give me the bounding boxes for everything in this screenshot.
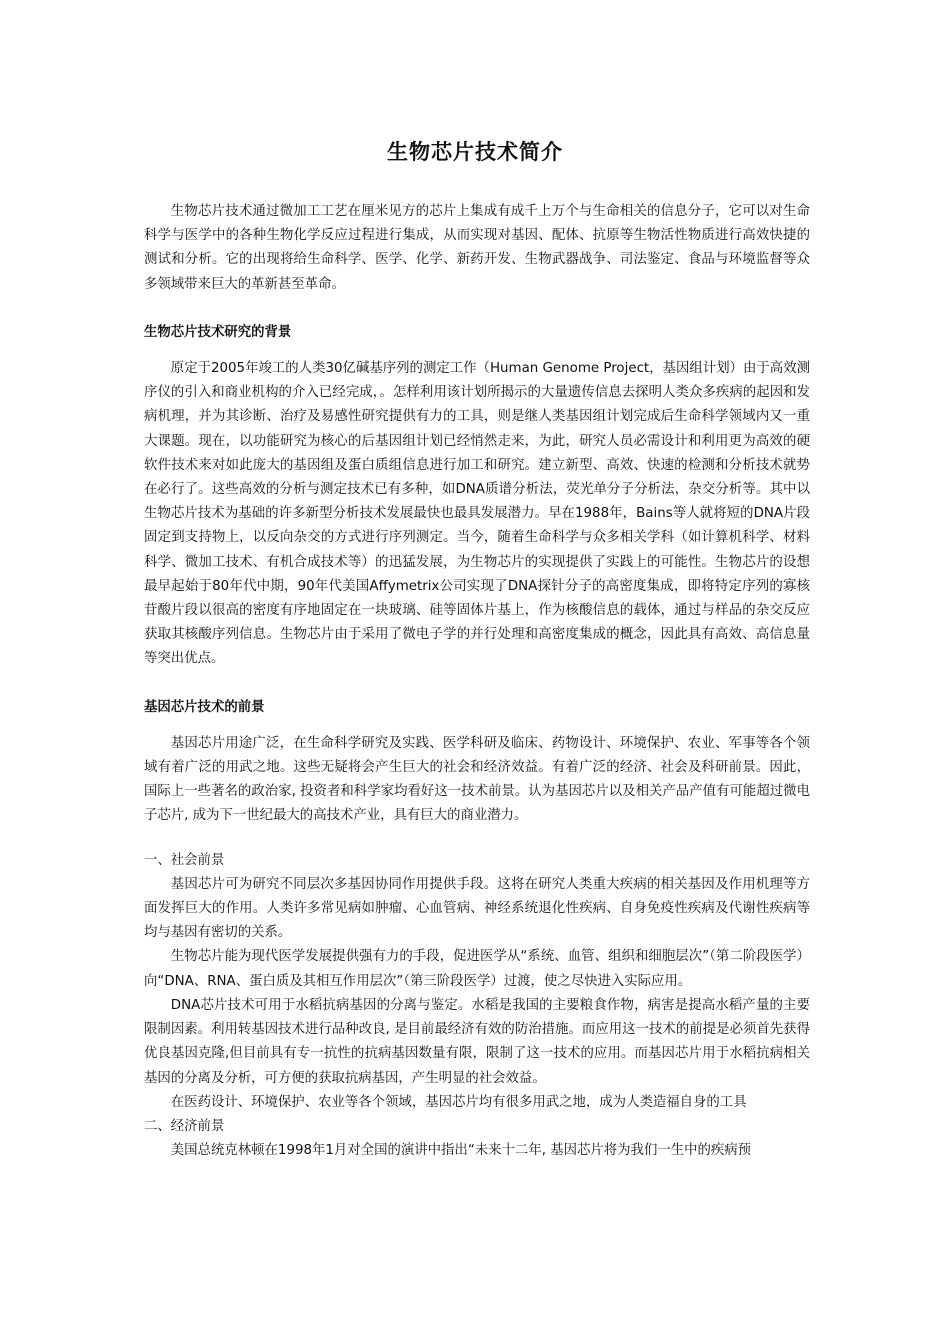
subheading-social: 一、社会前景	[144, 852, 225, 868]
social-paragraph-2: 生物芯片能为现代医学发展提供强有力的手段，促进医学从“系统、血管、组织和细胞层次”（第二阶段医学）向“DNA、RNA、蛋白质及其相互作用层次”（第三阶段医学）过渡，使之尽快进入实际应用。	[144, 949, 810, 989]
document-title: 生物芯片技术简介	[387, 140, 563, 164]
social-paragraph-4: 在医药设计、环境保护、农业等各个领域，基因芯片均有很多用武之地，成为人类造福自身的工具	[170, 1094, 747, 1110]
section-heading-prospects: 基因芯片技术的前景	[144, 699, 265, 715]
subheading-economic: 二、经济前景	[144, 1118, 225, 1134]
intro-paragraph: 生物芯片技术通过微加工工艺在厘米见方的芯片上集成有成千上万个与生命相关的信息分子，它可以对生命科学与医学中的各种生物化学反应过程进行集成，从而实现对基因、配体、抗原等生物活性物质进行高效快捷的测试和分析。它的出现将给生命科学、医学、化学、新药开发、生物武器战争、司法鉴定、食品与环境监督等众多领域带来巨大的革新甚至革命。	[144, 204, 810, 292]
section-heading-background: 生物芯片技术研究的背景	[144, 324, 292, 340]
economic-paragraph-1: 美国总统克林顿在1998年1月对全国的演讲中指出“未来十二年, 基因芯片将为我们一生中的疾病预	[170, 1143, 752, 1159]
document-body	[144, 200, 810, 1163]
prospects-paragraph: 基因芯片用途广泛，在生命科学研究及实践、医学科研及临床、药物设计、环境保护、农业、军事等各个领域有着广泛的用武之地。这些无疑将会产生巨大的社会和经济效益。有着广泛的经济、社会及科研前景。因此，国际上一些著名的政治家, 投资者和科学家均看好这一技术前景。认为基因芯片以及相关产品产值有可能超过微电子芯片, 成为下一世纪最大的高技术产业，具有巨大的商业潜力。	[144, 735, 810, 824]
social-paragraph-3: DNA芯片技术可用于水稻抗病基因的分离与鉴定。水稻是我国的主要粮食作物，病害是提高水稻产量的主要限制因素。利用转基因技术进行品种改良, 是目前最经济有效的防治措施。而应用这一技术的前提是必须首先获得优良基因克隆,但目前具有专一抗性的抗病基因数量有限，限制了这一技术的应用。而基因芯片用于水稻抗病相关基因的分离及分析，可方便的获取抗病基因，产生明显的社会效益。	[144, 997, 810, 1086]
social-paragraph-1: 基因芯片可为研究不同层次多基因协同作用提供手段。这将在研究人类重大疾病的相关基因及作用机理等方面发挥巨大的作用。人类许多常见病如肿瘤、心血管病、神经系统退化性疾病、自身免疫性疾病及代谢性疾病等均与基因有密切的关系。	[144, 876, 810, 941]
background-paragraph: 原定于2005年竣工的人类30亿碱基序列的测定工作（Human Genome Project，基因组计划）由于高效测序仪的引入和商业机构的介入已经完成，。怎样利用该计划所揭示的大量遗传信息去探明人类众多疾病的起因和发病机理，并为其诊断、治疗及易感性研究提供有力的工具，则是继人类基因组计划完成后生命科学领域内又一重大课题。现在，以功能研究为核心的后基因组计划已经悄然走来，为此，研究人员必需设计和利用更为高效的硬软件技术来对如此庞大的基因组及蛋白质组信息进行加工和研究。建立新型、高效、快速的检测和分析技术就势在必行了。这些高效的分析与测定技术已有多种，如DNA质谱分析法，荧光单分子分析法，杂交分析等。其中以生物芯片技术为基础的许多新型分析技术发展最快也最具发展潜力。早在1988年，Bains等人就将短的DNA片段固定到支持物上，以反向杂交的方式进行序列测定。当今，随着生命科学与众多相关学科（如计算机科学、材料科学、微加工技术、有机合成技术等）的迅猛发展，为生物芯片的实现提供了实践上的可能性。生物芯片的设想最早起始于80年代中期，90年代美国Affymetrix公司实现了DNA探针分子的高密度集成，即将特定序列的寡核苷酸片段以很高的密度有序地固定在一块玻璃、硅等固体片基上，作为核酸信息的载体，通过与样品的杂交反应获取其核酸序列信息。生物芯片由于采用了微电子学的并行处理和高密度集成的概念，因此具有高效、高信息量等突出优点。	[144, 361, 810, 667]
